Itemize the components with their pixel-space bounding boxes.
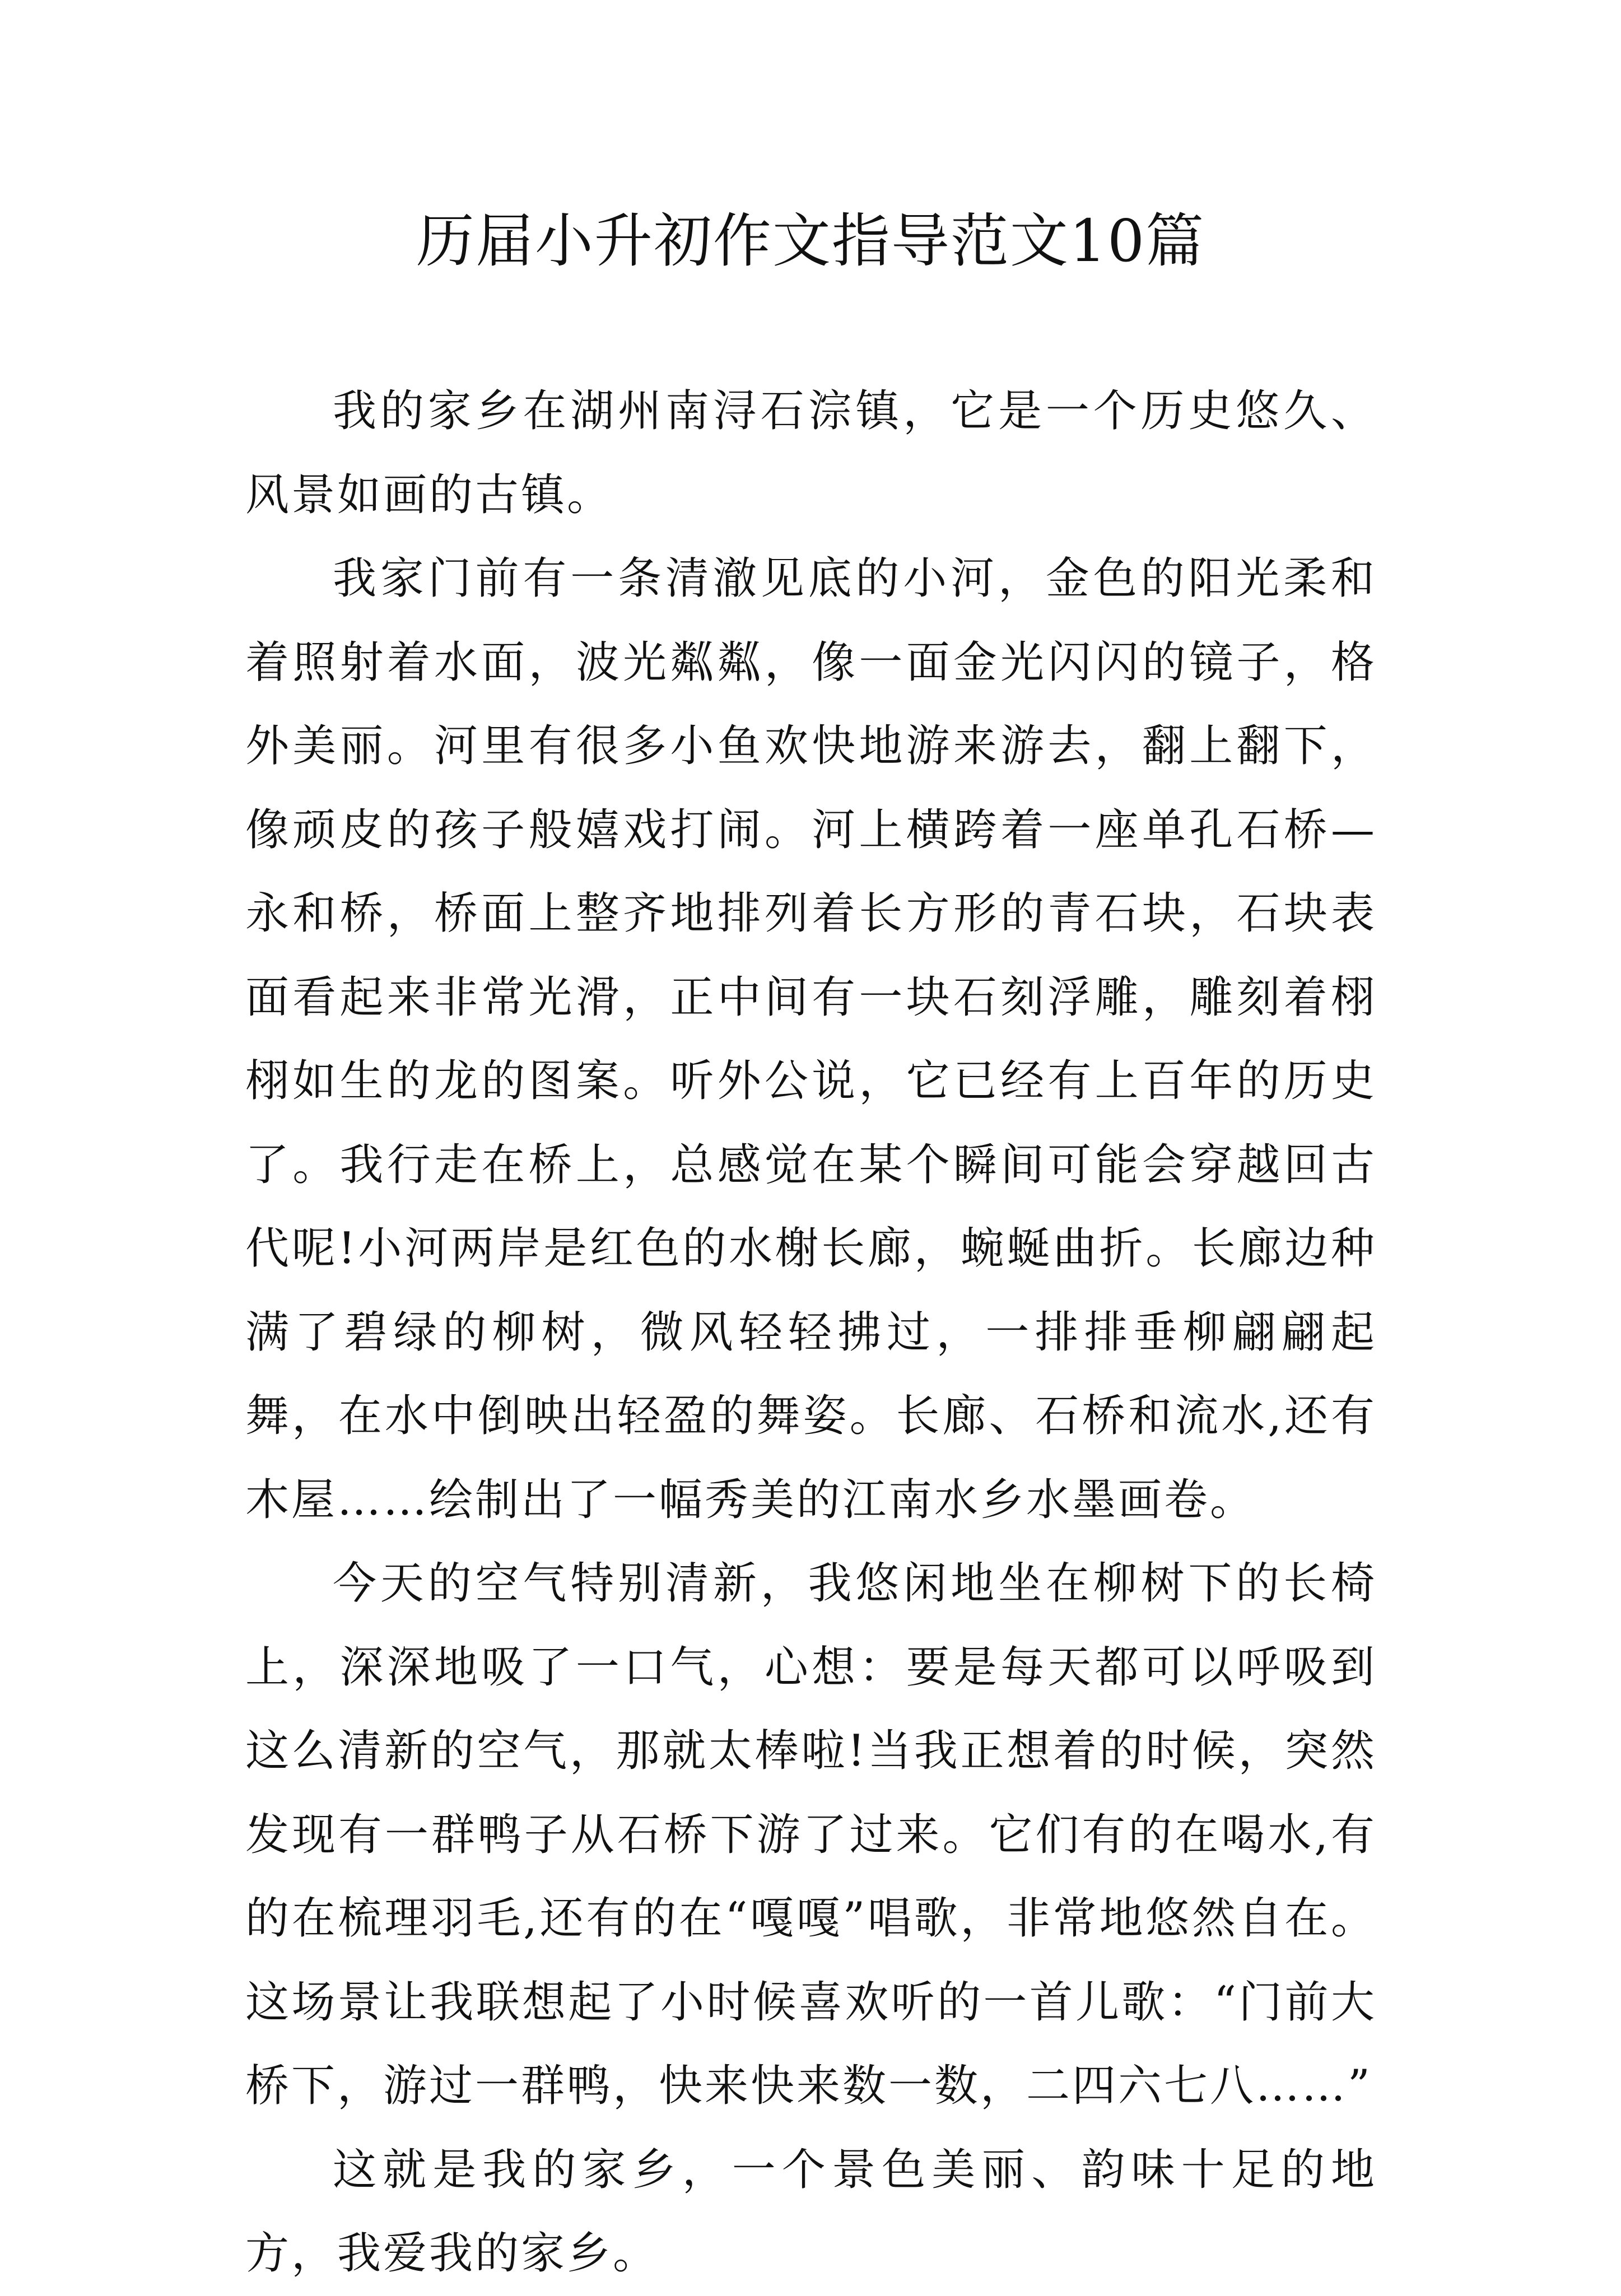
paragraph-fresh-air-ducks: 今天的空气特别清新，我悠闲地坐在柳树下的长椅上，深深地吸了一口气，心想：要是每天都可以呼吸到这么清新的空气，那就太棒啦!当我正想着的时候，突然发现有一群鸭子从石桥下游了过来。它们有的在喝水,有的在梳理羽毛,还有的在“嘎嘎”唱歌，非常地悠然自在。这场景让我联想起了小时候喜欢听的一首儿歌：“门前大桥下，游过一群鸭，快来快来数一数，二四六七八……” [245,1558,1377,2111]
paragraph-conclusion: 这就是我的家乡，一个景色美丽、韵味十足的地方，我爱我的家乡。 [245,2144,1377,2279]
document-body [245,370,1377,2296]
paragraph-river-and-bridge: 我家门前有一条清澈见底的小河，金色的阳光柔和着照射着水面，波光粼粼，像一面金光闪闪的镜子，格外美丽。河里有很多小鱼欢快地游来游去，翻上翻下，像顽皮的孩子般嬉戏打闹。河上横跨着一座单孔石桥—永和桥，桥面上整齐地排列着长方形的青石块，石块表面看起来非常光滑，正中间有一块石刻浮雕，雕刻着栩栩如生的龙的图案。听外公说，它已经有上百年的历史了。我行走在桥上，总感觉在某个瞬间可能会穿越回古代呢!小河两岸是红色的水榭长廊，蜿蜒曲折。长廊边种满了碧绿的柳树，微风轻轻拂过，一排排垂柳翩翩起舞，在水中倒映出轻盈的舞姿。长廊、石桥和流水,还有木屋……绘制出了一幅秀美的江南水乡水墨画卷。 [245,553,1377,1525]
document-title: 历届小升初作文指导范文10篇 [416,207,1205,275]
paragraph-hometown-intro: 我的家乡在湖州南浔石淙镇，它是一个历史悠久、风景如画的古镇。 [245,386,1377,520]
